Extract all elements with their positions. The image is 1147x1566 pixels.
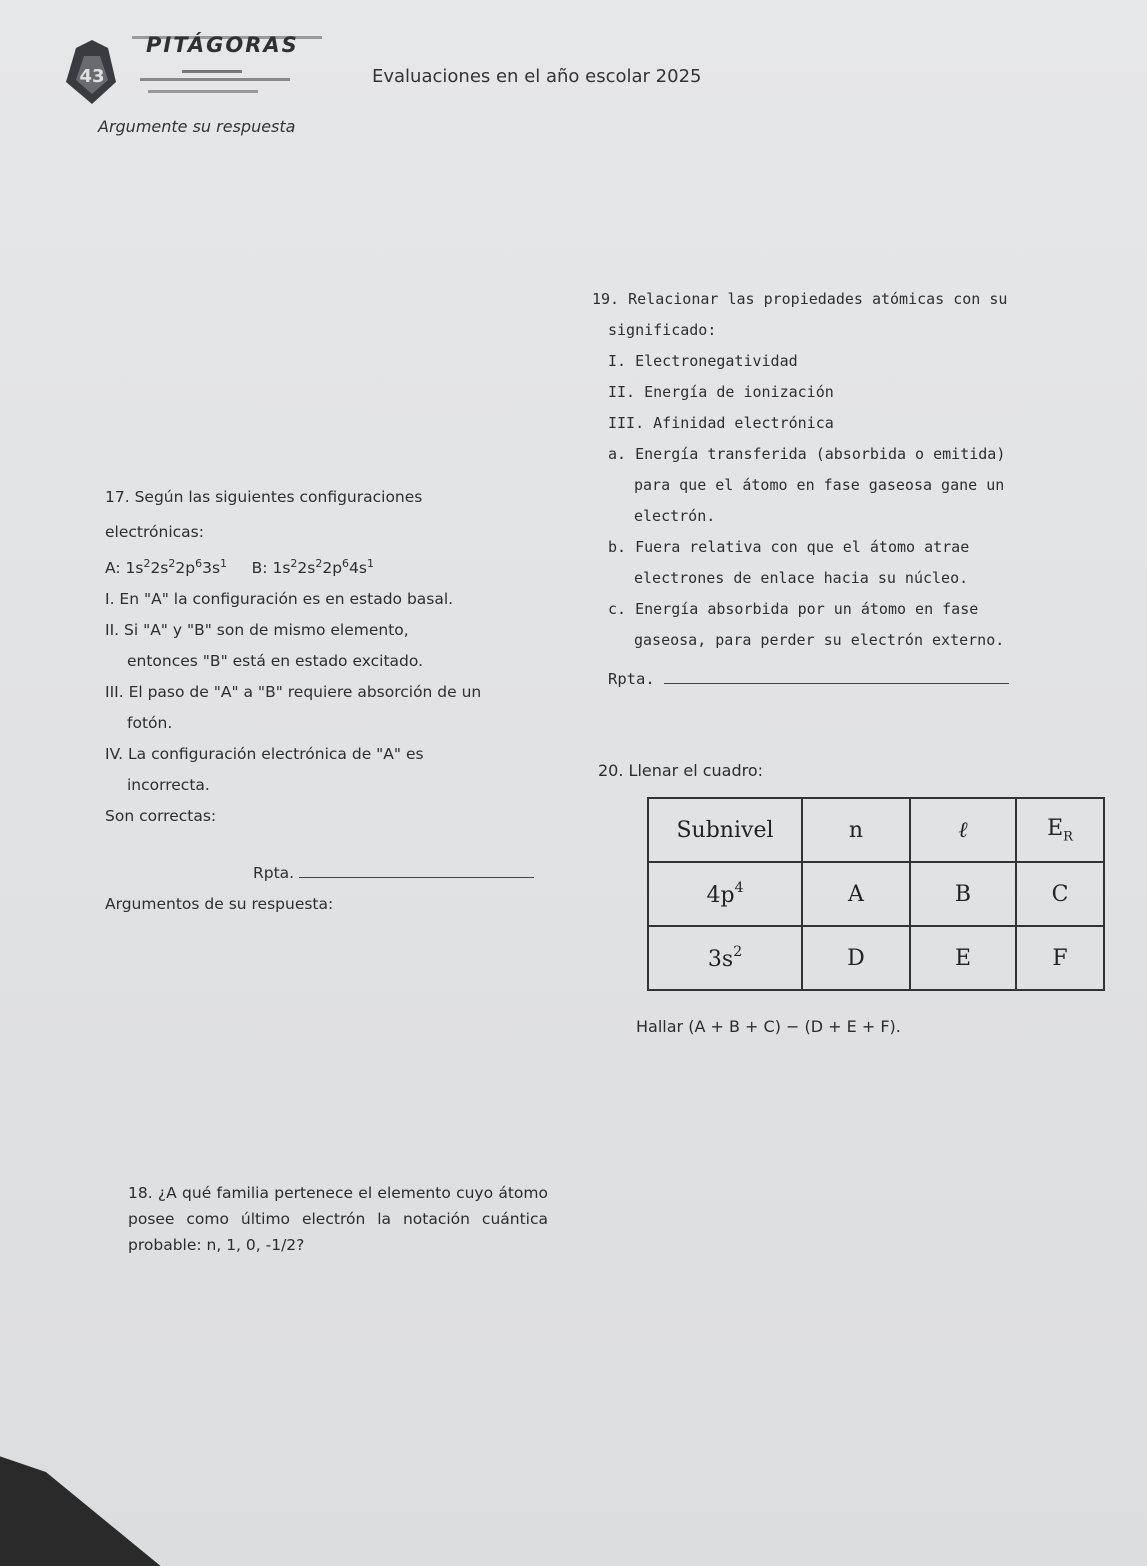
q19-option-a-line2: para que el átomo en fase gaseosa gane un [634,476,1005,494]
option-text: Energía transferida (absorbida o emitida) [635,445,1006,463]
config-b-label: B: [251,559,268,577]
option-letter: a. [608,445,627,463]
q20-hallar: Hallar (A + B + C) − (D + E + F). [636,1017,901,1036]
q19-option-b-line2: electrones de enlace hacia su núcleo. [634,569,969,587]
svg-text:43: 43 [79,66,105,87]
option-letter: c. [608,600,627,618]
q19-item-2: II. Energía de ionización [608,383,834,401]
question-19 [592,284,1112,695]
header-er [1016,798,1104,862]
q17-statement-4: IV. La configuración electrónica de "A" es [105,745,424,763]
q17-statement-2-cont: entonces "B" está en estado excitado. [127,652,424,670]
q17-title-cont: electrónicas: [105,523,204,541]
table-header-row [648,798,1104,862]
header-n: n [802,798,910,862]
q19-item-3: III. Afinidad electrónica [608,414,834,432]
q17-title: 17. Según las siguientes configuraciones [105,488,423,506]
page-title: Evaluaciones en el año escolar 2025 [372,66,702,87]
q19-option-a-line3: electrón. [634,507,716,525]
subnivel-sup: 2 [733,944,743,960]
q17-statement-2: II. Si "A" y "B" son de mismo elemento, [105,621,409,639]
answer-blank[interactable] [299,877,534,878]
q17-answer-line [105,858,565,889]
rpta-label: Rpta. [253,864,295,882]
option-letter: b. [608,538,627,556]
subnivel-sup: 4 [734,880,744,896]
q19-option-b [592,532,1112,563]
q19-option-c [592,594,1112,625]
q17-statement-3: III. El paso de "A" a "B" requiere absorción de un [105,683,482,701]
rpta-label: Rpta. [608,670,655,688]
header-e-sub: R [1063,829,1073,845]
option-text: Fuera relativa con que el átomo atrae [635,538,970,556]
cell-e[interactable]: F [1016,926,1104,990]
header-l: ℓ [910,798,1016,862]
quantum-table [647,797,1105,991]
cell-e[interactable]: C [1016,862,1104,926]
config-a-label: A: [105,559,121,577]
config-a: $1s^22s^22p^63s^1$ [125,557,228,577]
q17-statement-3-cont: fotón. [127,714,173,732]
school-name: PITÁGORAS [146,33,299,57]
instruction-subheading: Argumente su respuesta [98,117,296,136]
q17-configs [105,548,565,584]
header-subnivel: Subnivel [648,798,802,862]
q19-title: 19. Relacionar las propiedades atómicas con su [592,290,1008,308]
q17-argumentos: Argumentos de su respuesta: [105,895,334,913]
table-row [648,862,1104,926]
q19-option-a [592,439,1112,470]
cell-l[interactable]: B [910,862,1016,926]
q17-statement-1: I. En "A" la configuración es en estado basal. [105,590,454,608]
cell-l[interactable]: E [910,926,1016,990]
q19-option-c-line2: gaseosa, para perder su electrón externo. [634,631,1005,649]
q17-statement-4-cont: incorrecta. [127,776,210,794]
q20-title: 20. Llenar el cuadro: [598,761,764,780]
cell-n[interactable]: D [802,926,910,990]
q17-son-correctas: Son correctas: [105,807,217,825]
q19-answer-line [592,664,1112,695]
cell-n[interactable]: A [802,862,910,926]
answer-blank[interactable] [664,683,1009,684]
cell-subnivel [648,926,802,990]
config-b: $1s^22s^22p^64s^1$ [272,557,374,577]
subnivel-text: 4p [706,883,735,908]
header-e: E [1047,815,1064,841]
q19-title-cont: significado: [608,321,717,339]
question-17 [105,482,565,920]
cell-subnivel [648,862,802,926]
question-18: 18. ¿A qué familia pertenece el elemento cuyo átomo posee como último electrón la notación cuántica probable: n, 1, 0, -1/2? [128,1184,548,1254]
q19-item-1: I. Electronegatividad [608,352,798,370]
table-row [648,926,1104,990]
option-text: Energía absorbida por un átomo en fase [635,600,979,618]
subnivel-text: 3s [707,947,734,972]
